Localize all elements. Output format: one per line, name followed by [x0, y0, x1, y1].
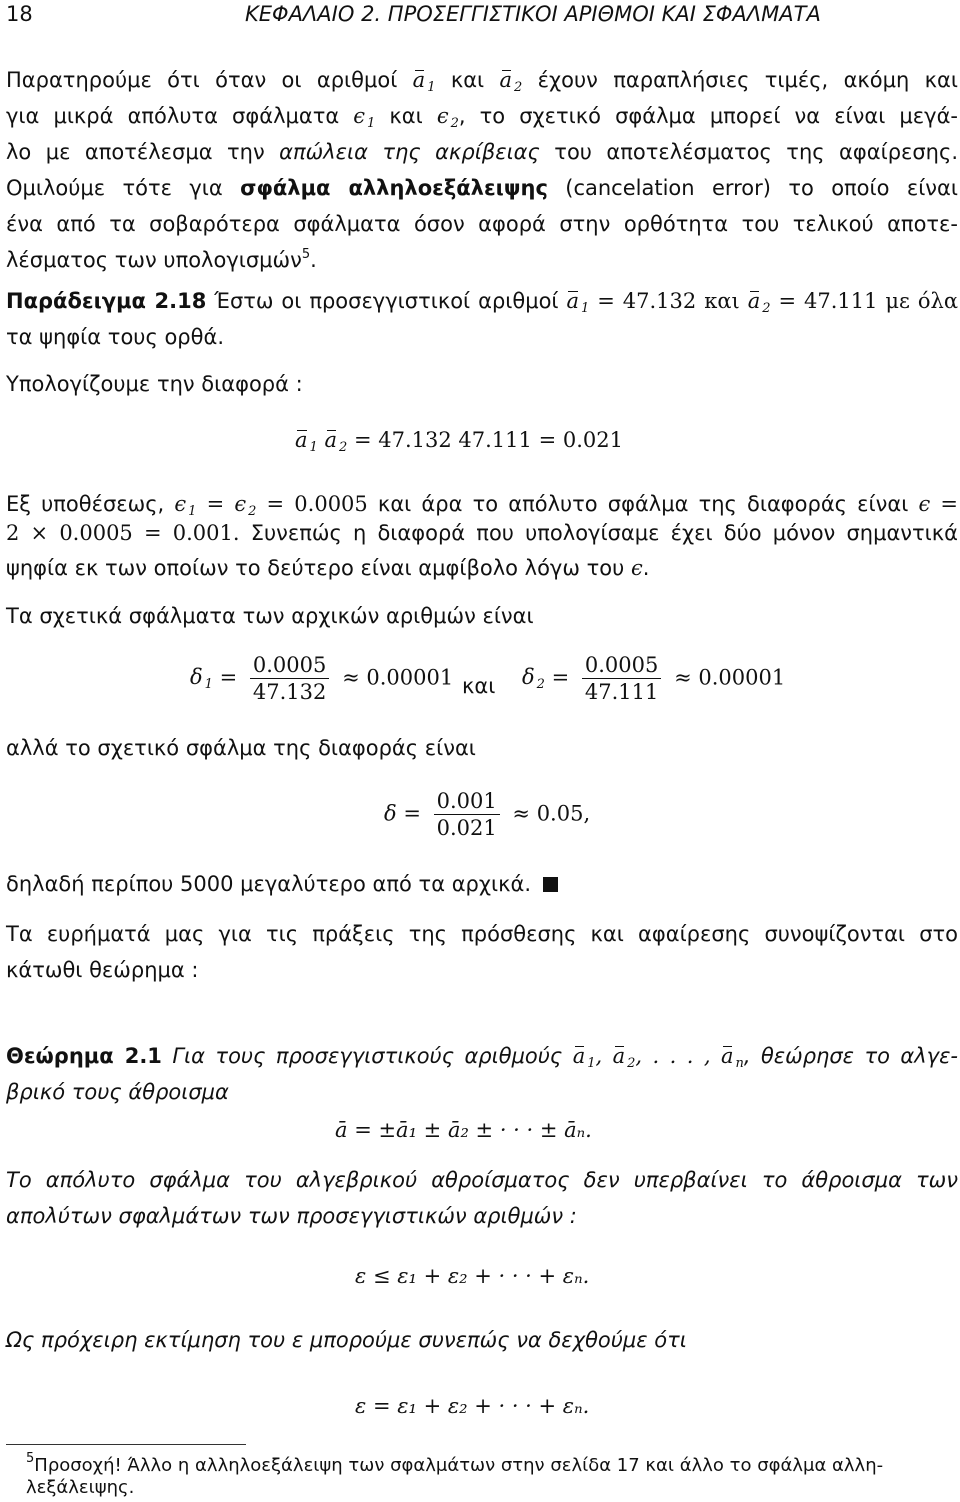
theorem-line-2: βρικό τους άθροισμα	[6, 1080, 229, 1104]
delta2-equation: δ $_2$ = $\frac{0.0005}{47.111}$ ≈ 0.00001	[522, 653, 786, 705]
footnote-mark[interactable]: 5	[301, 247, 311, 262]
paragraph-1-line-1: Παρατηρούμε ότι όταν οι αριθμοί a $_1$ και a $_2$ έχουν παραπλήσιες τιμές, ακόμη και	[6, 68, 958, 95]
delta-equation: δ = $\frac{0.001}{0.021}$ ≈ 0.05,	[384, 789, 591, 841]
relative-diff-intro: αλλά το σχετικό σφάλμα της διαφοράς είναι	[6, 736, 476, 760]
footnote-line-1: $^5$Προσοχή! Άλλο η αλληλοεξάλειψη των σφαλμάτων στην σελίδα 17 και άλλο το σφάλμα αλλη-	[26, 1451, 884, 1476]
paragraph-2-line-2: κάτωθι θεώρημα :	[6, 958, 199, 982]
footnote-rule	[6, 1444, 246, 1445]
paragraph-1-line-3: λο με αποτέλεσμα την απώλεια της ακρίβειας του αποτελέσματος της αφαίρεσης.	[6, 140, 958, 164]
relative-errors-intro: Τα σχετικά σφάλματα των αρχικών αριθμών είναι	[6, 604, 534, 628]
paragraph-2-line-1: Τα ευρήματά μας για τις πράξεις της πρόσθεσης και αφαίρεσης συνοψίζονται στο	[6, 922, 958, 946]
running-title: ΚΕΦΑΛΑΙΟ 2. ΠΡΟΣΕΓΓΙΣΤΙΚΟΙ ΑΡΙΘΜΟΙ ΚΑΙ ΣΦΑΛΜΑΤΑ	[245, 2, 821, 26]
algebraic-sum-equation: ā = ±ā₁ ± ā₂ ± · · · ± āₙ.	[335, 1118, 592, 1142]
theorem-line-1: Θεώρημα 2.1 Για τους προσεγγιστικούς αριθμούς a $_1$, a $_2$, . . . , a $_n$, θεώρησε το αλγε-	[6, 1044, 958, 1071]
example-line-1: Παράδειγμα 2.18 Έστω οι προσεγγιστικοί αριθμοί a $_1$ = 47.132 και a $_2$ = 47.111 με όλα	[6, 289, 958, 316]
paragraph-1-line-5: ένα από τα σοβαρότερα σφάλματα όσον αφορά στην ορθότητα του τελικού αποτε-	[6, 212, 958, 236]
paragraph-1-line-6: λέσματος των υπολογισμών$^5$.	[6, 247, 317, 272]
delta1-equation: δ $_1$ = $\frac{0.0005}{47.132}$ ≈ 0.00001	[190, 653, 454, 705]
hypothesis-line-1: Εξ υποθέσεως, ϵ $_1$ = ϵ $_2$ = 0.0005 και άρα το απόλυτο σφάλμα της διαφοράς είναι ϵ =	[6, 492, 958, 519]
example-conclusion: δηλαδή περίπου 5000 μεγαλύτερο από τα αρχικά.	[6, 872, 558, 896]
delta2-fraction: $\frac{0.0005}{47.111}$	[582, 652, 661, 706]
example-label: Παράδειγμα 2.18	[6, 289, 207, 313]
theorem-statement-line-2: απολύτων σφαλμάτων των προσεγγιστικών αριθμών :	[6, 1204, 577, 1228]
error-inequality: ε ≤ ε₁ + ε₂ + · · · + εₙ.	[355, 1264, 590, 1288]
theorem-statement-line-1: Το απόλυτο σφάλμα του αλγεβρικού αθροίσματος δεν υπερβαίνει το άθροισμα των	[6, 1168, 958, 1192]
paragraph-1-line-4: Ομιλούμε τότε για σφάλμα αλληλοεξάλειψης (cancelation error) το οποίο είναι	[6, 176, 958, 200]
footnote-line-2: λεξάλειψης.	[26, 1477, 135, 1498]
delta-fraction: $\frac{0.001}{0.021}$	[434, 788, 500, 842]
delta1-fraction: $\frac{0.0005}{47.132}$	[250, 652, 329, 706]
paragraph-1-line-2: για μικρά απόλυτα σφάλματα ϵ $_1$ και ϵ $_2$, το σχετικό σφάλμα μπορεί να είναι μεγά-	[6, 104, 958, 131]
and-word: και	[462, 674, 496, 698]
example-compute-intro: Υπολογίζουμε την διαφορά :	[6, 372, 303, 396]
example-line-2: τα ψηφία τους ορθά.	[6, 325, 224, 349]
qed-square-icon	[543, 877, 558, 892]
page-number: 18	[6, 2, 33, 26]
estimate-line: Ως πρόχειρη εκτίμηση του ε μπορούμε συνεπώς να δεχθούμε ότι	[6, 1328, 687, 1352]
difference-equation: a $_1$ a $_2$ = 47.132 47.111 = 0.021	[295, 428, 623, 455]
theorem-label: Θεώρημα 2.1	[6, 1044, 162, 1068]
error-estimate-equation: ε = ε₁ + ε₂ + · · · + εₙ.	[355, 1394, 590, 1418]
hypothesis-line-2: 2 × 0.0005 = 0.001. Συνεπώς η διαφορά που υπολογίσαμε έχει δύο μόνον σημαντικά	[6, 521, 958, 545]
hypothesis-line-3: ψηφία εκ των οποίων το δεύτερο είναι αμφίβολο λόγω του ϵ.	[6, 556, 650, 580]
